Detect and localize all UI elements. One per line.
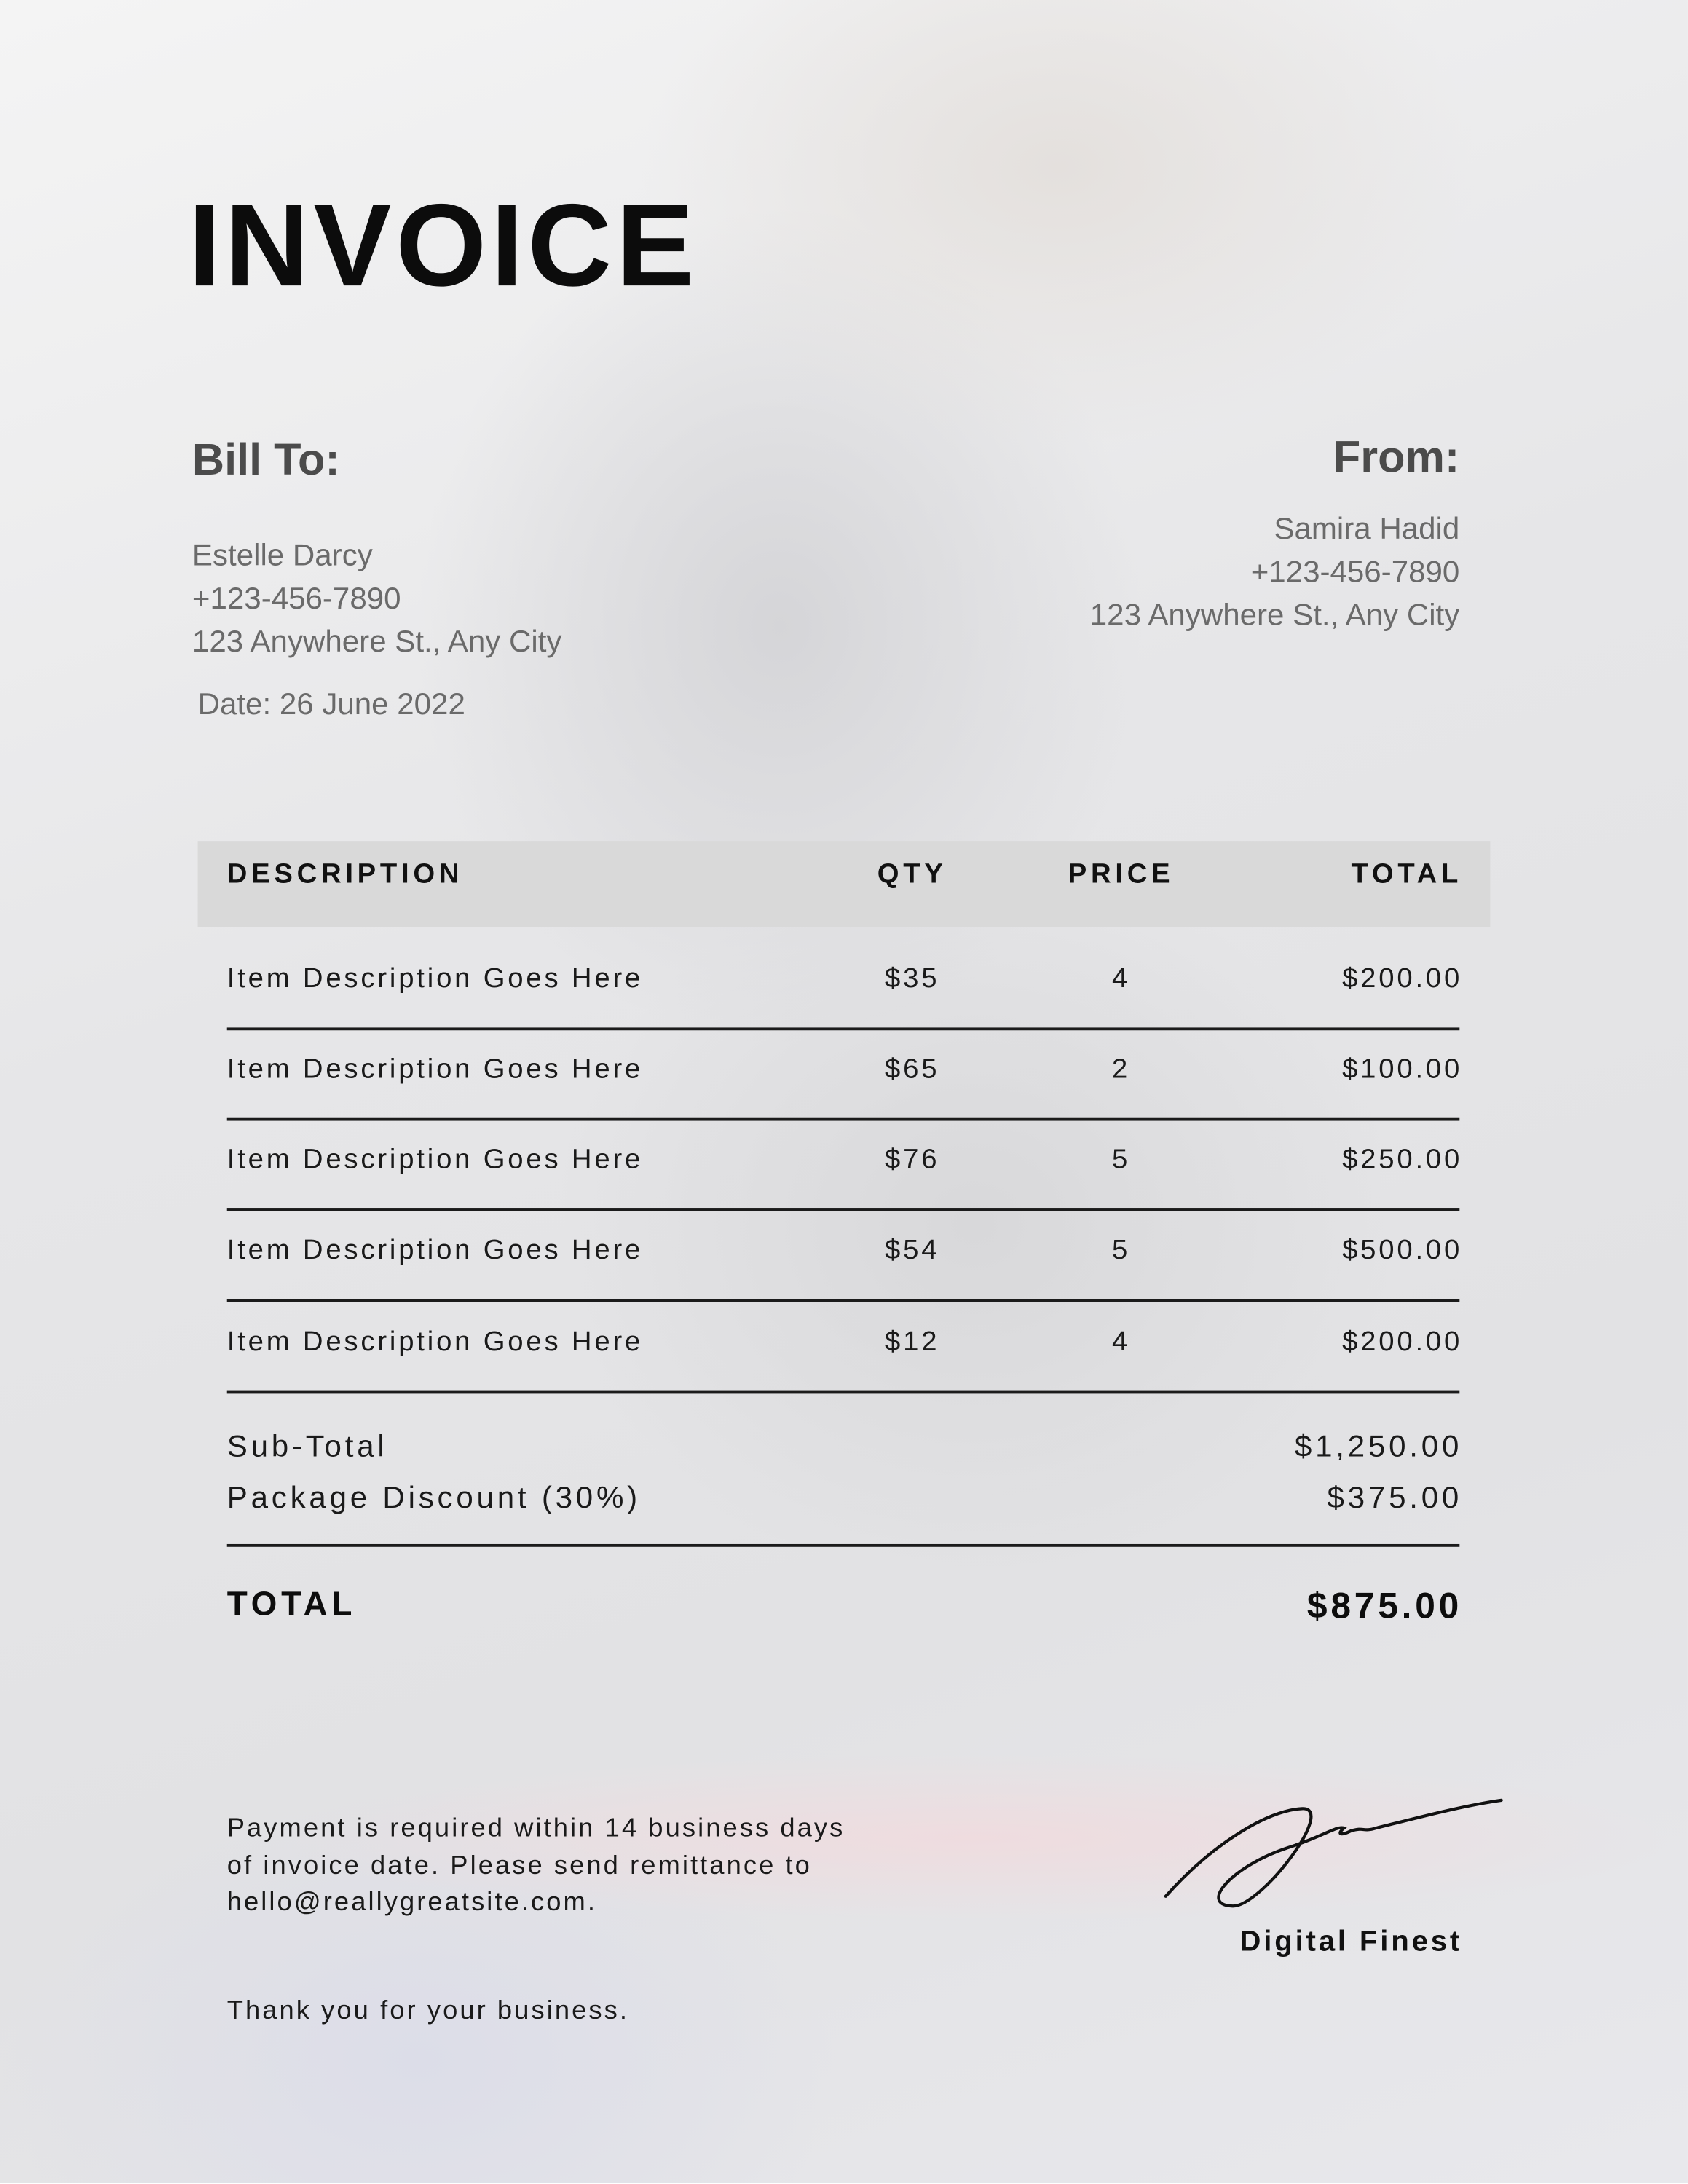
row-price: 5 — [1112, 1144, 1131, 1176]
row-price: 4 — [1112, 963, 1131, 994]
row-qty: $76 — [885, 1144, 940, 1176]
row-divider — [227, 1391, 1460, 1394]
invoice-date: Date: 26 June 2022 — [197, 686, 465, 721]
header-price: PRICE — [1068, 859, 1175, 890]
row-description: Item Description Goes Here — [226, 1235, 644, 1266]
signature-name: Digital Finest — [1239, 1925, 1463, 1958]
total-label: TOTAL — [226, 1586, 357, 1623]
row-qty: $35 — [885, 963, 940, 994]
row-description: Item Description Goes Here — [226, 963, 644, 994]
row-divider — [227, 1208, 1460, 1211]
row-divider — [227, 1118, 1460, 1121]
row-qty: $65 — [885, 1053, 940, 1085]
header-description: DESCRIPTION — [226, 859, 464, 890]
from-address: 123 Anywhere St., Any City — [1089, 597, 1460, 633]
bill-to-details — [192, 533, 562, 662]
discount-value: $375.00 — [1327, 1479, 1463, 1515]
row-description: Item Description Goes Here — [226, 1144, 644, 1176]
row-total: $200.00 — [1342, 1326, 1463, 1358]
from-heading: From: — [1333, 431, 1460, 482]
row-qty: $12 — [885, 1326, 940, 1358]
from-phone: +123-456-7890 — [1250, 554, 1460, 589]
row-total: $100.00 — [1342, 1053, 1463, 1085]
bill-to-name: Estelle Darcy — [192, 537, 373, 573]
row-divider — [227, 1299, 1460, 1302]
from-details — [1090, 507, 1460, 636]
total-value: $875.00 — [1306, 1584, 1463, 1626]
row-price: 2 — [1112, 1053, 1131, 1085]
from-name: Samira Hadid — [1274, 510, 1460, 546]
row-description: Item Description Goes Here — [226, 1326, 644, 1358]
row-total: $250.00 — [1342, 1144, 1463, 1176]
bill-to-phone: +123-456-7890 — [192, 580, 401, 616]
bill-to-address: 123 Anywhere St., Any City — [192, 623, 562, 659]
subtotal-label: Sub-Total — [226, 1428, 388, 1464]
thank-you-note: Thank you for your business. — [226, 1996, 630, 2026]
bill-to-heading: Bill To: — [192, 434, 340, 485]
divider — [227, 1544, 1460, 1547]
row-qty: $54 — [885, 1235, 940, 1266]
row-price: 5 — [1112, 1235, 1131, 1266]
invoice-title: INVOICE — [188, 179, 698, 311]
subtotal-value: $1,250.00 — [1294, 1428, 1463, 1464]
payment-note: Payment is required within 14 business days of invoice date. Please send remittance to hello@reallygreatsite.com. — [226, 1813, 845, 1918]
signature-icon — [1156, 1789, 1511, 1915]
row-total: $500.00 — [1342, 1235, 1463, 1266]
row-description: Item Description Goes Here — [226, 1053, 644, 1085]
discount-label: Package Discount (30%) — [226, 1479, 641, 1515]
row-total: $200.00 — [1342, 963, 1463, 994]
header-total: TOTAL — [1351, 859, 1463, 890]
row-divider — [227, 1027, 1460, 1030]
row-price: 4 — [1112, 1326, 1131, 1358]
header-qty: QTY — [877, 859, 947, 890]
